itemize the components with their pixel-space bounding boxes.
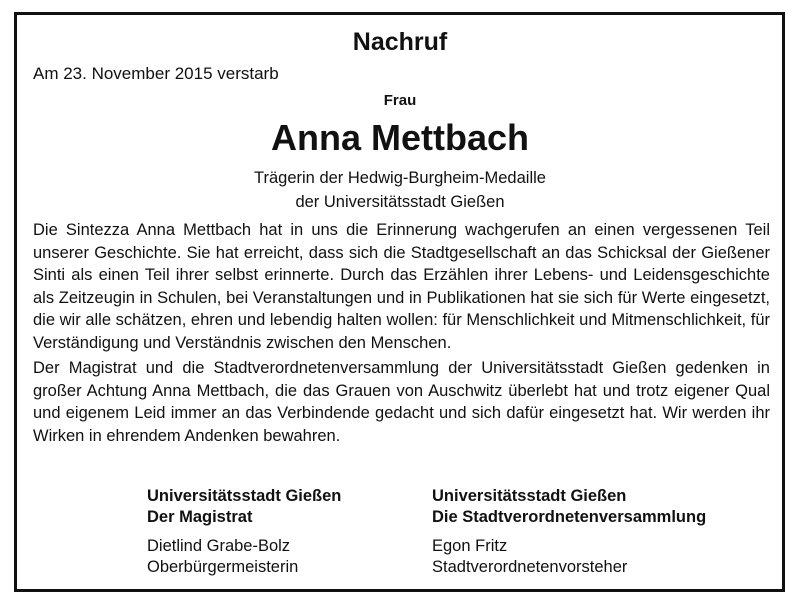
signature-role: Stadtverordnetenvorsteher	[432, 558, 628, 576]
honor-text	[0, 166, 800, 214]
honor-line-2: der Universitätsstadt Gießen	[295, 193, 505, 211]
signature-body: Die Stadtverordnetenversammlung	[432, 508, 707, 526]
signature-role: Oberbürgermeisterin	[147, 558, 299, 576]
salutation: Frau	[383, 92, 417, 109]
signature-org: Universitätsstadt Gießen	[432, 487, 627, 505]
signature-block-assembly	[432, 486, 706, 578]
deceased-name: Anna Mettbach	[270, 117, 529, 158]
signature-person: Dietlind Grabe-Bolz	[147, 537, 291, 555]
signature-body: Der Magistrat	[147, 508, 253, 526]
honor-line-1: Trägerin der Hedwig-Burgheim-Medaille	[254, 169, 546, 187]
signature-block-magistrat	[147, 486, 341, 578]
notice-heading: Nachruf	[352, 28, 448, 56]
signature-org: Universitätsstadt Gießen	[147, 487, 342, 505]
date-line: Am 23. November 2015 verstarb	[33, 64, 279, 83]
paragraph-2: Der Magistrat und die Stadtverordnetenversammlung der Universitätsstadt Gießen gedenken in großer Achtung Anna Mettbach, die das Grauen von Auschwitz überlebt hat und trotz eigener Qual und eigenem Leid immer an das Verbindende gedacht und sich dafür eingesetzt hat. Wir werden ihr Wirken in ehrendem Andenken bewahren.	[33, 359, 770, 445]
paragraph-1: Die Sintezza Anna Mettbach hat in uns die Erinnerung wachgerufen an einen vergessenen Teil unserer Geschichte. Sie hat erreicht, dass sich die Stadtgesellschaft an das Schicksal der Gießener Sinti als einen Teil ihrer selbst erinnerte. Durch das Erzählen ihrer Lebens- und Leidensgeschichte als Zeitzeugin in Schulen, bei Veranstaltungen und in Publikationen hat sie sich für Werte eingesetzt, die wir alle schätzen, ehren und lebendig halten wollen: für Menschlichkeit und Mitmenschlichkeit, für Verständigung und Verständnis zwischen den Menschen.	[33, 221, 770, 352]
signature-person: Egon Fritz	[432, 537, 508, 555]
